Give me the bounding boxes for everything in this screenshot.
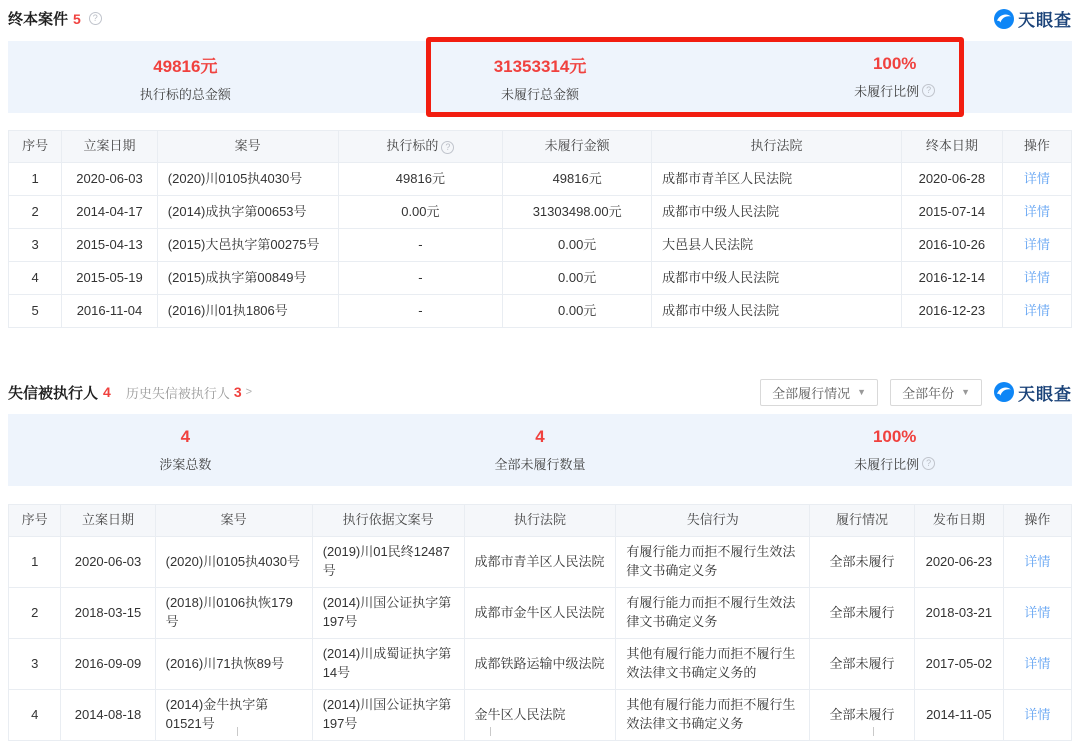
stat-label: 未履行比例 bbox=[854, 84, 920, 99]
tianyancha-logo-text: 天眼查 bbox=[1018, 384, 1072, 404]
cell: 2017-05-02 bbox=[914, 639, 1003, 690]
cell: 其他有履行能力而拒不履行生效法律文书确定义务 bbox=[616, 690, 810, 741]
shixin-count: 4 bbox=[103, 384, 111, 400]
cell: (2015)大邑执字第00275号 bbox=[157, 229, 338, 262]
cell: 大邑县人民法院 bbox=[652, 229, 902, 262]
cell: 2018-03-15 bbox=[61, 588, 155, 639]
detail-link[interactable]: 详情 bbox=[1024, 604, 1051, 620]
cell: 49816元 bbox=[503, 163, 652, 196]
cell: 2 bbox=[9, 196, 62, 229]
cell bbox=[1003, 537, 1071, 588]
stat-label: 未履行总金额 bbox=[501, 86, 580, 102]
column-header: 序号 bbox=[9, 131, 62, 163]
tianyancha-logo-icon bbox=[994, 382, 1014, 402]
history-shixin-label: 历史失信被执行人 bbox=[125, 385, 230, 401]
cell: 2016-12-23 bbox=[901, 295, 1002, 328]
zhongben-title: 终本案件 bbox=[8, 11, 69, 28]
cell: 2014-11-05 bbox=[914, 690, 1003, 741]
stat-value: 100% bbox=[872, 427, 917, 446]
stat-value: 100% bbox=[872, 54, 917, 73]
cell: (2016)川71执恢89号 bbox=[155, 639, 312, 690]
help-icon[interactable]: ? bbox=[922, 457, 935, 470]
column-header: 未履行金额 bbox=[503, 131, 652, 163]
detail-link[interactable]: 详情 bbox=[1023, 269, 1050, 285]
detail-link[interactable]: 详情 bbox=[1023, 236, 1050, 252]
cell: 0.00元 bbox=[338, 196, 503, 229]
cell: 2015-07-14 bbox=[901, 196, 1002, 229]
cell: - bbox=[338, 262, 503, 295]
zhongben-summary bbox=[8, 41, 1072, 113]
cell: (2014)川国公证执字第197号 bbox=[312, 588, 464, 639]
detail-link[interactable]: 详情 bbox=[1023, 203, 1050, 219]
table-row bbox=[9, 588, 1072, 639]
table-row bbox=[9, 690, 1072, 741]
year-filter-label: 全部年份 bbox=[902, 385, 955, 401]
column-header: 案号 bbox=[155, 505, 312, 537]
cell: 成都市中级人民法院 bbox=[652, 262, 902, 295]
cell: 1 bbox=[9, 537, 61, 588]
shixin-summary bbox=[8, 414, 1072, 486]
stat-case-total bbox=[8, 427, 363, 473]
zhongben-section bbox=[0, 0, 1080, 328]
stat-value: 31353314元 bbox=[493, 56, 587, 76]
table-header-row bbox=[9, 131, 1072, 163]
cell: 有履行能力而拒不履行生效法律文书确定义务 bbox=[616, 588, 810, 639]
table-row bbox=[9, 163, 1072, 196]
column-header: 执行标的 ? bbox=[338, 131, 503, 163]
cell: (2018)川0106执恢179号 bbox=[155, 588, 312, 639]
cell bbox=[1002, 163, 1071, 196]
cell bbox=[1003, 690, 1071, 741]
table-row bbox=[9, 639, 1072, 690]
shixin-title: 失信被执行人 bbox=[8, 384, 99, 402]
cell: 2014-08-18 bbox=[61, 690, 155, 741]
stat-unfulfilled-ratio bbox=[717, 427, 1072, 473]
chevron-right-icon: > bbox=[245, 386, 253, 398]
stat-execution-total bbox=[8, 52, 363, 103]
history-shixin-count: 3 bbox=[233, 384, 242, 400]
column-header: 操作 bbox=[1002, 131, 1071, 163]
shixin-header bbox=[8, 378, 1072, 406]
zhongben-table bbox=[8, 130, 1072, 328]
column-header: 执行依据文案号 bbox=[312, 505, 464, 537]
cell: (2016)川01执1806号 bbox=[157, 295, 338, 328]
stat-value: 4 bbox=[535, 427, 545, 446]
zhongben-header bbox=[8, 0, 1072, 31]
cell: 有履行能力而拒不履行生效法律文书确定义务 bbox=[616, 537, 810, 588]
stat-unfulfilled-total bbox=[363, 52, 718, 103]
cell: (2020)川0105执4030号 bbox=[157, 163, 338, 196]
table-row bbox=[9, 295, 1072, 328]
cell: 成都铁路运输中级法院 bbox=[464, 639, 616, 690]
stat-value: 4 bbox=[180, 427, 191, 446]
cell: 4 bbox=[9, 262, 62, 295]
stat-value: 49816元 bbox=[153, 56, 218, 76]
cell: 3 bbox=[9, 229, 62, 262]
shixin-table bbox=[8, 504, 1072, 741]
column-header: 操作 bbox=[1003, 505, 1071, 537]
cell: 成都市青羊区人民法院 bbox=[464, 537, 616, 588]
cell: 全部未履行 bbox=[810, 537, 915, 588]
cell: 2015-05-19 bbox=[62, 262, 158, 295]
cell: 金牛区人民法院 bbox=[464, 690, 616, 741]
stat-unfulfilled-ratio bbox=[717, 54, 1072, 100]
cell: 0.00元 bbox=[503, 229, 652, 262]
divider-tick bbox=[237, 727, 238, 736]
table-row bbox=[9, 262, 1072, 295]
cell: 2020-06-03 bbox=[62, 163, 158, 196]
column-header: 执行法院 bbox=[652, 131, 902, 163]
cell: 全部未履行 bbox=[810, 588, 915, 639]
cell: (2014)川成蜀证执字第14号 bbox=[312, 639, 464, 690]
column-header: 立案日期 bbox=[61, 505, 155, 537]
cell: 2020-06-23 bbox=[914, 537, 1003, 588]
cell: 31303498.00元 bbox=[503, 196, 652, 229]
detail-link[interactable]: 详情 bbox=[1024, 706, 1051, 722]
cell: 其他有履行能力而拒不履行生效法律文书确定义务的 bbox=[616, 639, 810, 690]
cell: 成都市中级人民法院 bbox=[652, 295, 902, 328]
help-icon[interactable]: ? bbox=[922, 84, 935, 97]
cell: 2016-11-04 bbox=[62, 295, 158, 328]
history-shixin-link[interactable] bbox=[126, 383, 252, 402]
cell bbox=[1003, 639, 1071, 690]
cell: (2014)川国公证执字第197号 bbox=[312, 690, 464, 741]
divider-tick bbox=[490, 727, 491, 736]
caret-down-icon: ▼ bbox=[961, 387, 970, 397]
cell: 4 bbox=[9, 690, 61, 741]
fulfillment-filter-dropdown[interactable] bbox=[760, 379, 878, 406]
cell bbox=[1002, 229, 1071, 262]
cell: 0.00元 bbox=[503, 295, 652, 328]
cell bbox=[1002, 196, 1071, 229]
table-row bbox=[9, 229, 1072, 262]
cell: (2014)金牛执字第01521号 bbox=[155, 690, 312, 741]
table-row bbox=[9, 196, 1072, 229]
year-filter-dropdown[interactable] bbox=[890, 379, 982, 406]
cell: 全部未履行 bbox=[810, 690, 915, 741]
cell: 1 bbox=[9, 163, 62, 196]
stat-label: 涉案总数 bbox=[159, 457, 212, 472]
cell: 2015-04-13 bbox=[62, 229, 158, 262]
shixin-section bbox=[0, 378, 1080, 741]
tianyancha-logo bbox=[994, 380, 1072, 405]
column-header: 案号 bbox=[157, 131, 338, 163]
cell: 2016-10-26 bbox=[901, 229, 1002, 262]
stat-label: 未履行比例 bbox=[854, 457, 920, 472]
table-header-row bbox=[9, 505, 1072, 537]
tianyancha-logo-text: 天眼查 bbox=[1018, 11, 1072, 30]
cell bbox=[1002, 295, 1071, 328]
cell bbox=[1003, 588, 1071, 639]
cell: 5 bbox=[9, 295, 62, 328]
cell: - bbox=[338, 295, 503, 328]
stat-label: 执行标的总金额 bbox=[139, 86, 231, 102]
cell: 成都市青羊区人民法院 bbox=[652, 163, 902, 196]
cell: 2014-04-17 bbox=[62, 196, 158, 229]
cell bbox=[1002, 262, 1071, 295]
cell: 0.00元 bbox=[503, 262, 652, 295]
column-header: 序号 bbox=[9, 505, 61, 537]
cell: 2 bbox=[9, 588, 61, 639]
divider-tick bbox=[873, 727, 874, 736]
column-header: 立案日期 bbox=[62, 131, 158, 163]
cell: 49816元 bbox=[338, 163, 503, 196]
cell: 2016-12-14 bbox=[901, 262, 1002, 295]
cell: 2018-03-21 bbox=[914, 588, 1003, 639]
zhongben-count: 5 bbox=[73, 10, 81, 27]
cell: 2016-09-09 bbox=[61, 639, 155, 690]
detail-link[interactable]: 详情 bbox=[1023, 302, 1050, 318]
table-row bbox=[9, 537, 1072, 588]
cell: (2015)成执字第00849号 bbox=[157, 262, 338, 295]
cell: 2020-06-03 bbox=[61, 537, 155, 588]
tianyancha-logo bbox=[994, 6, 1072, 31]
caret-down-icon: ▼ bbox=[857, 387, 867, 397]
column-header: 发布日期 bbox=[914, 505, 1003, 537]
column-header: 履行情况 bbox=[810, 505, 915, 537]
cell: (2020)川0105执4030号 bbox=[155, 537, 312, 588]
cell: 2020-06-28 bbox=[901, 163, 1002, 196]
tianyancha-logo-icon bbox=[994, 9, 1014, 29]
detail-link[interactable]: 详情 bbox=[1023, 170, 1050, 186]
column-header: 执行法院 bbox=[464, 505, 616, 537]
column-header: 终本日期 bbox=[901, 131, 1002, 163]
cell: 全部未履行 bbox=[810, 639, 915, 690]
column-header: 失信行为 bbox=[616, 505, 810, 537]
help-icon[interactable]: ? bbox=[441, 141, 454, 154]
cell: (2014)成执字第00653号 bbox=[157, 196, 338, 229]
cell: - bbox=[338, 229, 503, 262]
detail-link[interactable]: 详情 bbox=[1024, 655, 1051, 671]
detail-link[interactable]: 详情 bbox=[1024, 553, 1051, 569]
cell: 成都市中级人民法院 bbox=[652, 196, 902, 229]
cell: (2019)川01民终12487号 bbox=[312, 537, 464, 588]
fulfillment-filter-label: 全部履行情况 bbox=[772, 385, 851, 401]
stat-label: 全部未履行数量 bbox=[494, 457, 586, 472]
stat-all-unfulfilled-count bbox=[363, 427, 718, 473]
cell: 成都市金牛区人民法院 bbox=[464, 588, 616, 639]
help-icon[interactable]: ? bbox=[89, 12, 102, 25]
cell: 3 bbox=[9, 639, 61, 690]
